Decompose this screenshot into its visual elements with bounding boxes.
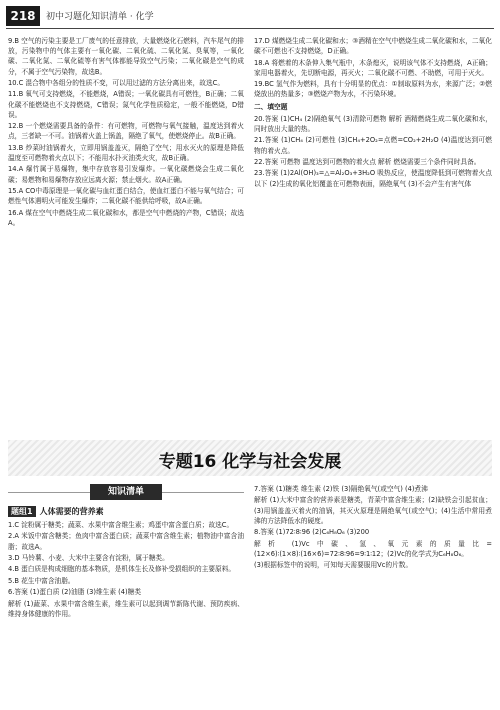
answer-paragraph: 13.B 炒菜时油锅着火，立即用锅盖盖灭，隔绝了空气；用水灭火的原理是降低温度至可燃物着火点以下；不能用水扑灭油类火灾，故B正确。 [8,143,244,162]
header-rule [6,28,494,29]
answer-paragraph: 9.B 空气的污染主要是工厂废气的任意排放，大量燃烧化石燃料，汽车尾气的排放，污染物中的气体主要有一氧化碳、二氧化硫、二氧化氮、臭氧等，一氧化碳、二氧化氮、二氧化硫等有害气体都能导致空气污染；二氧化碳是空气的成分，不属于空气污染物，故选B。 [8,37,244,76]
answer-paragraph: 23.答案 (1)2Al(OH)₃=△=Al₂O₃+3H₂O 吸热反应，使温度降低到可燃物着火点以下 (2)生成的氧化铝覆盖在可燃物表面，隔绝氧气 (3)不会产生有害气体 [254,169,492,188]
answer-paragraph: 8.答案 (1)72∶8∶96 (2)C₆H₈O₆ (3)200 [254,528,370,537]
question-group-tag: 题组1 [8,506,36,517]
answer-paragraph: 解析 (1)Vc中碳、氢、氧元素的质量比=(12×6)∶(1×8)∶(16×6)=72∶8∶96=9∶1∶12；(2)Vc的化学式为C₆H₈O₆。 [254,539,492,558]
answer-paragraph: 12.B 一个燃烧需要具备的条件：有可燃物，可燃物与氧气接触，温度达到着火点，三者缺一不可。油锅着火盖上锅盖，隔绝了氧气，使燃烧停止。故B正确。 [8,122,244,141]
answer-paragraph: 22.答案 可燃物 温度达到可燃物的着火点 解析 燃烧需要三个条件同时具备。 [254,157,481,166]
answer-paragraph: 解析 (1)大米中富含的营养素是糖类，青菜中富含维生素；(2)缺铁会引起贫血；(3)用锅盖盖灭着火的油锅，其灭火原理是隔绝氧气(或空气)；(4)生活中常用煮沸的方法降低水的硬度。 [254,496,492,525]
answer-paragraph: 5.B 花生中富含油脂。 [8,576,75,585]
answer-paragraph: 11.B 氧气可支持燃烧，不能燃烧，A错误；一氧化碳具有可燃性，B正确；二氧化碳不能燃烧也不支持燃烧，C错误；氮气化学性质稳定，一般不能燃烧，D错误。 [8,90,244,119]
knowledge-list-bar [8,484,244,500]
topic-banner [8,440,492,476]
answer-paragraph: 解析 (1)蔬菜、水果中富含维生素，维生素可以起到调节新陈代谢、预防疾病、维持身体健康的作用。 [8,599,244,618]
page-header [6,6,494,28]
answer-paragraph: 15.A CO中毒原理是一氧化碳与血红蛋白结合，使血红蛋白不能与氧气结合；可燃性气体遇明火可能发生爆炸；二氧化碳不能供给呼吸，故A正确。 [8,186,244,206]
answer-paragraph: 7.答案 (1)糖类 维生素 (2)铁 (3)隔绝氧气(或空气) (4)煮沸 [254,485,428,493]
answer-paragraph: 6.答案 (1)蛋白质 (2)油脂 (3)维生素 (4)糖类 [8,588,142,597]
answer-paragraph: (3)根据标签中的说明，可知每天需要服用Vc的片数。 [254,561,413,570]
answer-paragraph: 17.D 煤燃烧生成二氧化碳和水；③酒精在空气中燃烧生成二氧化碳和水，二氧化碳不可燃也不支持燃烧，D正确。 [254,37,492,56]
answer-paragraph: 14.A 爆竹属于易爆物，集中存放容易引发爆炸。一氧化碳燃烧会生成二氧化碳；易燃物和易爆物存放应远离火源；禁止烟火。故A正确。 [8,165,244,184]
question-group-title [8,506,104,517]
answer-paragraph: 21.答案 (1)CH₄ (2)可燃性 (3)CH₄+2O₂=点燃=CO₂+2H₂O (4)温度达到可燃物的着火点。 [254,136,492,155]
answer-paragraph: 18.A 将燃着的木条伸入集气瓶中，木条熄灭，说明该气体不支持燃烧，A正确；家用电器着火，先切断电源，再灭火；二氧化碳不可燃、不助燃，可用于灭火。 [254,58,492,77]
answer-paragraph: 2.A 米饭中富含糖类；鱼肉中富含蛋白质；蔬菜中富含维生素；植物油中富含油脂；故选A。 [8,532,244,551]
section-heading: 二、填空题 [254,102,288,111]
answer-paragraph: 4.B 蛋白质是构成细胞的基本物质，是机体生长及修补受损组织的主要原料。 [8,565,236,574]
right-column-lower [254,484,492,704]
answer-paragraph: 20.答案 (1)CH₄ (2)隔绝氧气 (3)清除可燃物 解析 酒精燃烧生成二氧化碳和水，同时放出大量的热。 [254,114,492,133]
right-column [254,36,492,434]
answer-paragraph: 10.C 混合物中各组分的性质不变，可以用过滤的方法分离出来，故选C。 [8,79,225,87]
knowledge-list-label: 知识清单 [90,484,162,500]
header-title: 初中习题化知识清单 · 化学 [46,12,154,22]
page-number: 218 [6,6,40,26]
left-column [8,36,244,434]
answer-paragraph: 19.BC 氢气作为燃料，具有十分明显的优点：①制取原料为水，来源广泛；②燃烧放出的热量多；③燃烧产物为水，不污染环境。 [254,80,492,99]
topic-title: 专题16 化学与社会发展 [158,452,342,472]
answer-paragraph: 16.A 煤在空气中燃烧生成二氧化碳和水，都是空气中燃烧的产物，C错误；故选A。 [8,208,244,227]
question-group-name: 人体需要的营养素 [39,507,104,516]
answer-paragraph: 3.D 马铃薯、小麦、大米中主要含有淀粉，属于糖类。 [8,553,169,562]
answer-paragraph: 1.C 淀粉属于糖类；蔬菜、水果中富含维生素；鸡蛋中富含蛋白质；故选C。 [8,521,234,529]
left-column-lower [8,520,244,704]
